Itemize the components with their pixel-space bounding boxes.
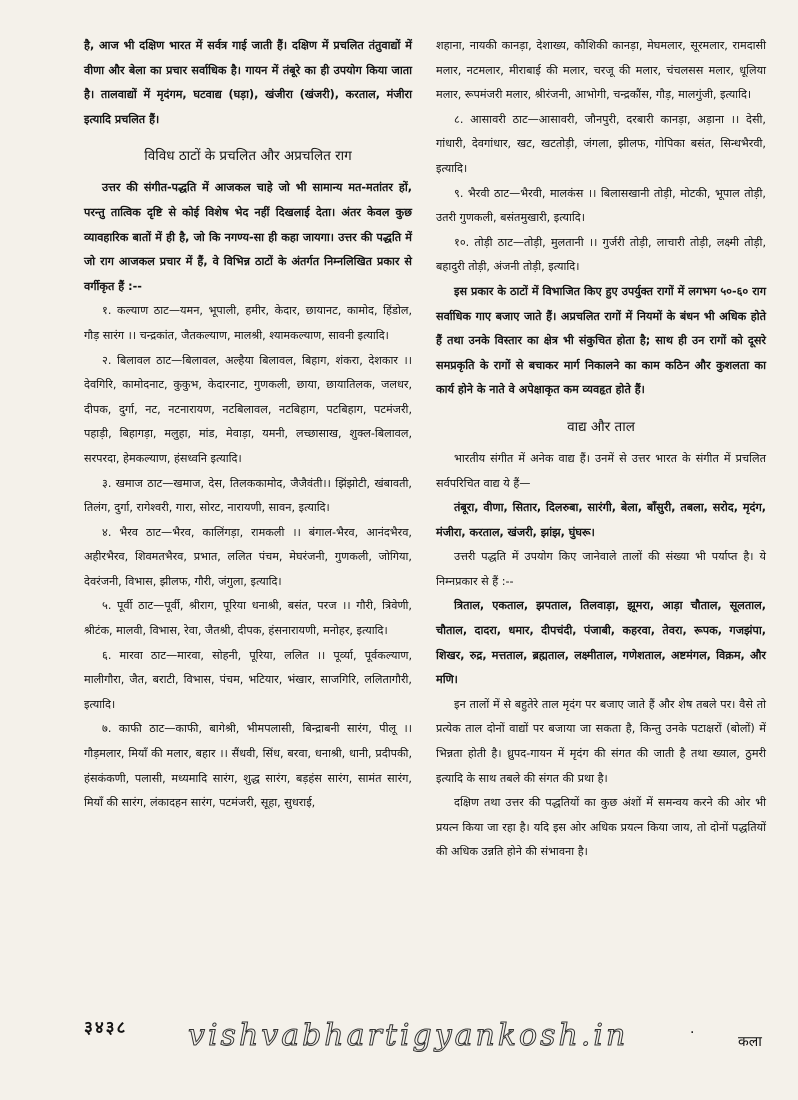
- that-item: ९. भैरवी ठाट—भैरवी, मालकंस ।। बिलासखानी तोड़ी, मोटकी, भूपाल तोड़ी, उतरी गुणकली, बसंतमुखारी, इत्यादि।: [436, 186, 766, 225]
- that-item: १. कल्याण ठाट—यमन, भूपाली, हमीर, केदार, छायानट, कामोद, हिंडोल, गौड़ सारंग ।। चन्द्रकांत, जैतकल्याण, मालश्री, श्यामकल्याण, सावनी इत्यादि।: [84, 304, 412, 342]
- body-paragraph: भारतीय संगीत में अनेक वाद्य हैं। उनमें से उत्तर भारत के संगीत में प्रचलित सर्वपरिचित वाद्य ये हैं—: [436, 451, 766, 490]
- that-item: ५. पूर्वी ठाट—पूर्वी, श्रीराग, पूरिया धनाश्री, बसंत, परज ।। गौरी, त्रिवेणी, श्रीटंक, मालवी, विभास, रेवा, जैतश्री, दीपक, हंसनारायणी, मनोहर, इत्यादि।: [84, 599, 412, 638]
- body-paragraph: दक्षिण तथा उत्तर की पद्धतियों का कुछ अंशों में समन्वय करने की ओर भी प्रयत्न किया जा रहा है। यदि इस ओर अधिक प्रयत्न किया जाय, तो दोनों पद्धतियों की अधिक उन्नति होने की संभावना है।: [436, 796, 766, 859]
- section-heading-instruments: वाद्य और ताल: [567, 418, 635, 435]
- body-paragraph: इस प्रकार के ठाटों में विभाजित किए हुए उपर्युक्त रागों में लगभग ५०-६० राग सर्वाधिक गाए बजाए जाते हैं। अप्रचलित रागों में नियमों के बंधन भी अधिक होते हैं तथा उनके विस्तार का क्षेत्र भी संकुचित होता है; साथ ही उन रागों को दूसरे समप्रकृति के रागों से बचाकर मार्ग निकालने का काम कठिन और कुशलता का कार्य होने के नाते वे अपेक्षाकृत कम व्यवहृत होते हैं।: [436, 284, 766, 397]
- instrument-list: तंबूरा, वीणा, सितार, दिलरुबा, सारंगी, बेला, बाँसुरी, तबला, सरोद, मृदंग, मंजीरा, करताल, खंजरी, झांझ, घुंघरू।: [436, 501, 766, 539]
- footer-dot: ·: [690, 1025, 695, 1041]
- tala-list: त्रिताल, एकताल, झपताल, तिलवाड़ा, झूमरा, आड़ा चौताल, सूलताल, चौताल, दादरा, धमार, दीपचंदी, पंजाबी, कहरवा, तेवरा, रूपक, गजझंपा, शिखर, रुद्र, मत्तताल, ब्रह्मताल, लक्ष्मीताल, गणेशताल, अष्टमंगल, विक्रम, और मणि।: [436, 599, 766, 687]
- left-column: [84, 34, 412, 816]
- that-item: ४. भैरव ठाट—भैरव, कालिंगड़ा, रामकली ।। बंगाल-भैरव, आनंदभैरव, अहीरभैरव, शिवमतभैरव, प्रभात, ललित पंचम, मेघरंजनी, गुणकली, जोगिया, देवरंजनी, विभास, झीलफ, गौरी, जंगुला, इत्यादि।: [84, 525, 412, 588]
- intro-paragraph: है, आज भी दक्षिण भारत में सर्वत्र गाई जाती हैं। दक्षिण में प्रचलित तंतुवाद्यों में वीणा और बेला का प्रचार सर्वाधिक है। गायन में तंबूरे का ही उपयोग किया जाता है। तालवाद्यों में मृदंगम, घटवाद्य (घड़ा), खंजीरा (खंजरी), करताल, मंजीरा इत्यादि प्रचलित हैं।: [84, 39, 412, 126]
- that-item: ८. आसावरी ठाट—आसावरी, जौनपुरी, दरबारी कानड़ा, अड़ाना ।। देसी, गांधारी, देवगांधार, खट, खटतोड़ी, जंगला, झीलफ, गोपिका बसंत, सिन्धभैरवी, इत्यादि।: [436, 112, 766, 175]
- body-paragraph: उत्तर की संगीत-पद्धति में आजकल चाहे जो भी सामान्य मत-मतांतर हों, परन्तु तात्विक दृष्टि से कोई विशेष भेद नहीं दिखलाई देता। अंतर केवल कुछ व्यावहारिक बातों में ही है, जो कि नगण्य-सा ही कहा जायगा। उत्तर की पद्धति में जो राग आजकल प्रचार में हैं, वे विभिन्न ठाटों के अंतर्गत निम्नलिखित प्रकार से वर्गीकृत हैं :--: [84, 181, 412, 293]
- section-heading-ragas: विविध ठाटों के प्रचलित और अप्रचलित राग: [144, 148, 352, 165]
- that-item: १०. तोड़ी ठाट—तोड़ी, मुलतानी ।। गुर्जरी तोड़ी, लाचारी तोड़ी, लक्ष्मी तोड़ी, बहादुरी तोड़ी, अंजनी तोड़ी, इत्यादि।: [436, 235, 766, 274]
- section-label: कला: [738, 1034, 762, 1050]
- body-paragraph: उत्तरी पद्धति में उपयोग किए जानेवाले तालों की संख्या भी पर्याप्त है। ये निम्नप्रकार से हैं :--: [436, 550, 766, 588]
- continued-paragraph: शहाना, नायकी कानड़ा, देशाख्य, कौशिकी कानड़ा, मेघमलार, सूरमलार, रामदासी मलार, नटमलार, मीराबाई की मलार, चरजू की मलार, चंचलसस मलार, धूलिया मलार, रूपमंजरी मलार, श्रीरंजनी, आभोगी, चन्द्रकौंस, गौड़, मालगुंजी, इत्यादि।: [436, 39, 766, 102]
- right-column: [436, 34, 766, 865]
- that-item: ६. मारवा ठाट—मारवा, सोहनी, पूरिया, ललित ।। पूर्व्या, पूर्वकल्याण, मालीगौरा, जैत, बराटी, विभास, पंचम, भटियार, भंखार, साजगिरि, ललितागौरी, इत्यादि।: [84, 648, 412, 711]
- that-item: ७. काफी ठाट—काफी, बागेश्री, भीमपलासी, बिन्द्राबनी सारंग, पीलू ।। गौड़मलार, मियाँ की मलार, बहार ।। सैंधवी, सिंध, बरवा, धनाश्री, धानी, प्रदीपकी, हंसकंकणी, पलासी, मध्यमादि सारंग, शुद्ध सारंग, बड़हंस सारंग, सामंत सारंग, मियाँ की सारंग, लंकादहन सारंग, पटमंजरी, सूहा, सुधराई,: [84, 722, 412, 810]
- watermark: vishvabhartigyankosh.in: [188, 1018, 629, 1053]
- that-item: ३. खमाज ठाट—खमाज, देस, तिलककामोद, जैजैवंती।। झिंझोटी, खंबावती, तिलंग, दुर्गा, रागेश्वरी, गारा, सोरट, नारायणी, सावन, इत्यादि।: [84, 476, 412, 515]
- that-item: २. बिलावल ठाट—बिलावल, अल्हैया बिलावल, बिहाग, शंकरा, देशकार ।। देवगिरि, कामोदनाट, कुकुभ, केदारनाट, गुणकली, छाया, छायातिलक, जलधर, दीपक, दुर्गा, नट, नटनारायण, नटबिलावल, नटबिहाग, पटबिहाग, पटमंजरी, पहाड़ी, बिहागड़ा, मलुहा, मांड, मेवाड़ा, यमनी, लच्छासाख, शुक्ल-बिलावल, सरपरदा, हेमकल्याण, हंसध्वनि इत्यादि।: [84, 353, 412, 465]
- body-paragraph: इन तालों में से बहुतेरे ताल मृदंग पर बजाए जाते हैं और शेष तबले पर। वैसे तो प्रत्येक ताल दोनों वाद्यों पर बजाया जा सकता है, किन्तु उनके पटाक्षरों (बोलों) में भिन्नता होती है। ध्रुपद-गायन में मृदंग की संगत की जाती है तथा ख्याल, ठुमरी इत्यादि के साथ तबले की संगत की प्रथा है।: [436, 697, 766, 785]
- page-number: ३४३८: [84, 1018, 128, 1038]
